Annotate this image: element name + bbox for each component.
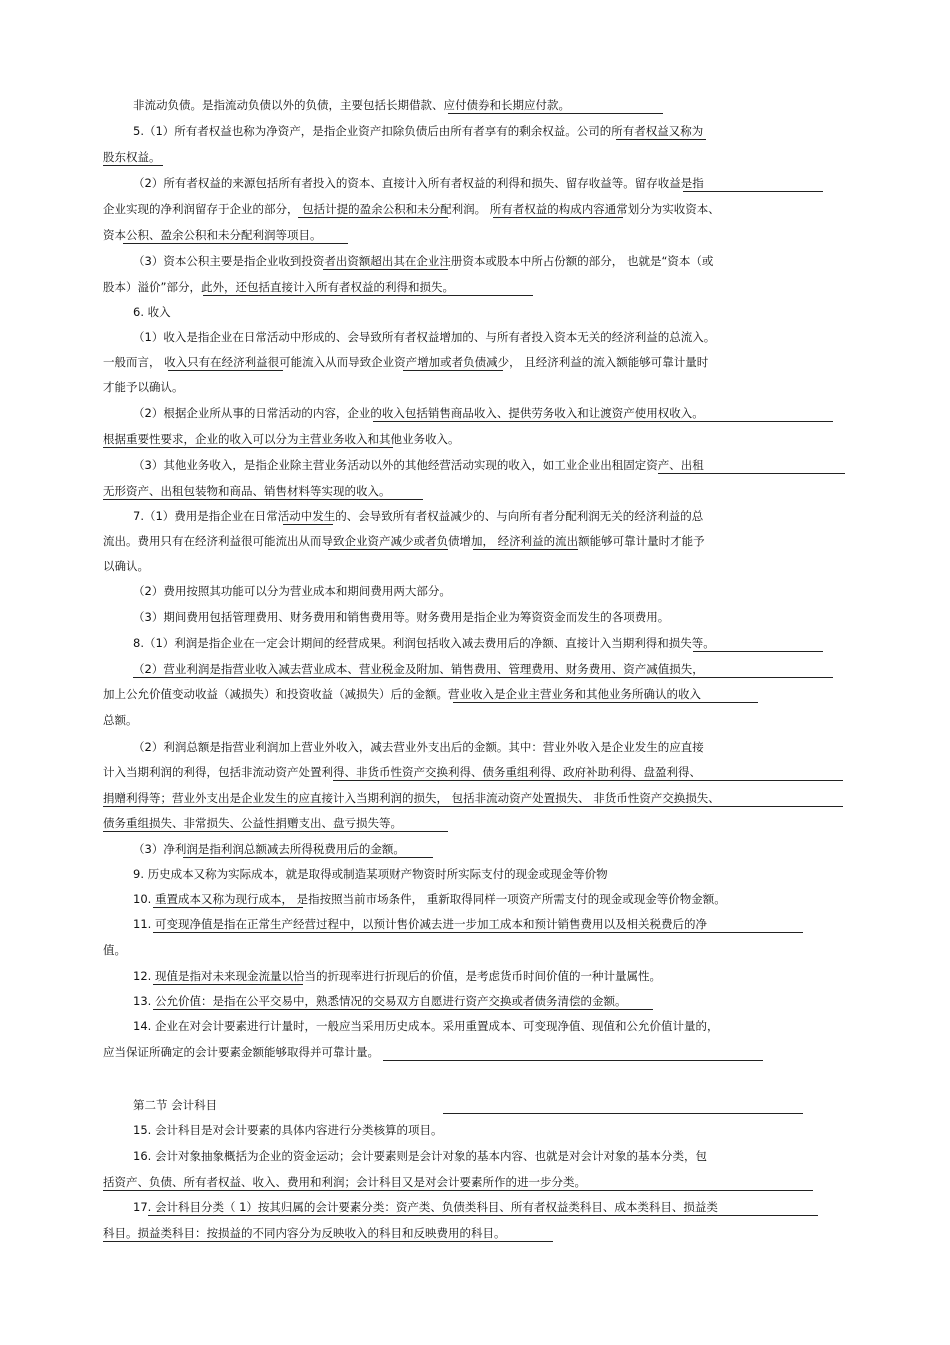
text-line: 6. 收入: [133, 305, 171, 319]
text-line: （3）净利润是指利润总额减去所得税费用后的金额。: [133, 842, 405, 856]
text-line: 股本）溢价”部分，此外，还包括直接计入所有者权益的利得和损失。: [103, 280, 454, 294]
text-line: 11. 可变现净值是指在正常生产经营过程中，以预计售价减去进一步加工成本和预计销售费用以及相关税费后的净: [133, 917, 707, 931]
text-line: （1）收入是指企业在日常活动中形成的、会导致所有者权益增加的、与所有者投入资本无关的经济利益的总流入。: [133, 330, 716, 344]
underline-rule: [448, 113, 663, 114]
underline-rule: [373, 421, 833, 422]
text-line: 值。: [103, 943, 126, 957]
underline-rule: [683, 191, 823, 192]
underline-rule: [153, 1009, 653, 1010]
text-line: （3）其他业务收入，是指企业除主营业务活动以外的其他经营活动实现的收入，如工业企业出租固定资产、出租: [133, 458, 704, 472]
underline-rule: [203, 295, 533, 296]
underline-rule: [103, 447, 393, 448]
text-line: 8.（1）利润是指企业在一定会计期间的经营成果。利润包括收入减去费用后的净额、直接计入当期利得和损失等。: [133, 636, 715, 650]
underline-rule: [103, 165, 163, 166]
underline-rule: [103, 499, 423, 500]
text-line: 总额。: [103, 713, 138, 727]
text-line: 流出。费用只有在经济利益很可能流出从而导致企业资产减少或者负债增加， 经济利益的流出额能够可靠计量时才能予: [103, 534, 705, 548]
text-line: （2）营业利润是指营业收入减去营业成本、营业税金及附加、销售费用、管理费用、财务费用、资产减值损失，: [133, 662, 704, 676]
underline-rule: [283, 524, 333, 525]
text-line: 10. 重置成本又称为现行成本， 是指按照当前市场条件， 重新取得同样一项资产所需支付的现金或现金等价物金额。: [133, 892, 726, 906]
text-line: 企业实现的净利润留存于企业的部分， 包括计提的盈余公积和未分配利润。 所有者权益的构成内容通常划分为实收资本、: [103, 202, 720, 216]
text-line: 13. 公允价值：是指在公平交易中，熟悉情况的交易双方自愿进行资产交换或者债务清偿的金额。: [133, 994, 627, 1008]
text-line: （2）利润总额是指营业利润加上营业外收入，减去营业外支出后的金额。其中：营业外收入是企业发生的应直接: [133, 740, 704, 754]
text-line: （3）期间费用包括管理费用、财务费用和销售费用等。财务费用是指企业为筹资资金而发生的各项费用。: [133, 610, 670, 624]
underline-rule: [298, 217, 448, 218]
underline-rule: [168, 370, 283, 371]
underline-rule: [693, 651, 823, 652]
text-line: 应当保证所确定的会计要素金额能够取得并可靠计量。: [103, 1045, 379, 1059]
text-line: 17. 会计科目分类（ 1）按其归属的会计要素分类：资产类、负债类科目、所有者权益类科目、成本类科目、损益类: [133, 1200, 718, 1214]
text-line: 15. 会计科目是对会计要素的具体内容进行分类核算的项目。: [133, 1123, 443, 1137]
text-line: 资本公积、盈余公积和未分配利润等项目。: [103, 228, 322, 242]
text-line: 一般而言， 收入只有在经济利益很可能流入从而导致企业资产增加或者负债减少， 且经济利益的流入额能够可靠计量时: [103, 355, 709, 369]
text-line: 根据重要性要求，企业的收入可以分为主营业务收入和其他业务收入。: [103, 432, 460, 446]
text-line: 无形资产、出租包装物和商品、销售材料等实现的收入。: [103, 484, 391, 498]
text-line: 才能予以确认。: [103, 380, 184, 394]
text-line: 非流动负债。是指流动负债以外的负债，主要包括长期借款、应付债券和长期应付款。: [133, 98, 570, 112]
text-line: （2）根据企业所从事的日常活动的内容，企业的收入包括销售商品收入、提供劳务收入和让渡资产使用权收入。: [133, 406, 704, 420]
text-line: 9. 历史成本又称为实际成本，就是取得或制造某项财产物资时所实际支付的现金或现金等价物: [133, 867, 608, 881]
underline-rule: [616, 139, 706, 140]
underline-rule: [523, 1113, 733, 1114]
text-line: （2）所有者权益的来源包括所有者投入的资本、直接计入所有者权益的利得和损失、留存收益等。留存收益是指: [133, 176, 704, 190]
underline-rule: [153, 984, 303, 985]
underline-rule: [493, 217, 623, 218]
text-line: （2）费用按照其功能可以分为营业成本和期间费用两大部分。: [133, 584, 451, 598]
underline-rule: [103, 1190, 813, 1191]
text-line: 捐赠利得等；营业外支出是企业发生的应直接计入当期利润的损失， 包括非流动资产处置损失、 非货币性资产交换损失、: [103, 791, 720, 805]
underline-rule: [323, 269, 448, 270]
text-line: 第二节 会计科目: [133, 1098, 218, 1112]
text-line: 科目。损益类科目：按损益的不同内容分为反映收入的科目和反映费用的科目。: [103, 1226, 506, 1240]
text-line: 括资产、负债、所有者权益、收入、费用和利润；会计科目又是对会计要素所作的进一步分类。: [103, 1175, 586, 1189]
text-line: 加上公允价值变动收益（减损失）和投资收益（减损失）后的金额。营业收入是企业主营业务和其他业务所确认的收入: [103, 687, 701, 701]
text-line: 债务重组损失、非常损失、公益性捐赠支出、盘亏损失等。: [103, 816, 402, 830]
underline-rule: [123, 243, 348, 244]
underline-rule: [153, 932, 803, 933]
underline-rule: [103, 806, 843, 807]
text-line: 7.（1）费用是指企业在日常活动中发生的、会导致所有者权益减少的、与向所有者分配利润无关的经济利益的总: [133, 509, 704, 523]
text-line: 12. 现值是指对未来现金流量以恰当的折现率进行折现后的价值，是考虑货币时间价值的一种计量属性。: [133, 969, 661, 983]
underline-rule: [658, 473, 845, 474]
underline-rule: [133, 677, 833, 678]
text-line: 16. 会计对象抽象概括为企业的资金运动；会计要素则是会计对象的基本内容、也就是对会计对象的基本分类，包: [133, 1149, 707, 1163]
text-line: 5.（1）所有者权益也称为净资产，是指企业资产扣除负债后由所有者享有的剩余权益。公司的所有者权益又称为: [133, 124, 704, 138]
text-line: 股东权益。: [103, 150, 161, 164]
underline-rule: [473, 549, 578, 550]
underline-rule: [148, 1215, 818, 1216]
underline-rule: [383, 1060, 763, 1061]
underline-rule: [103, 831, 448, 832]
underline-rule: [333, 780, 843, 781]
underline-rule: [153, 907, 303, 908]
underline-rule: [328, 549, 448, 550]
underline-rule: [183, 857, 433, 858]
underline-rule: [453, 702, 758, 703]
text-line: 以确认。: [103, 559, 149, 573]
underline-rule: [403, 370, 503, 371]
text-line: 计入当期利润的利得，包括非流动资产处置利得、非货币性资产交换利得、债务重组利得、政府补助利得、盘盈利得、: [103, 765, 701, 779]
text-line: （3）资本公积主要是指企业收到投资者出资额超出其在企业注册资本或股本中所占份额的部分， 也就是“资本（或: [133, 254, 714, 268]
text-line: 14. 企业在对会计要素进行计量时，一般应当采用历史成本。采用重置成本、可变现净值、现值和公允价值计量的，: [133, 1019, 719, 1033]
underline-rule: [103, 1241, 553, 1242]
